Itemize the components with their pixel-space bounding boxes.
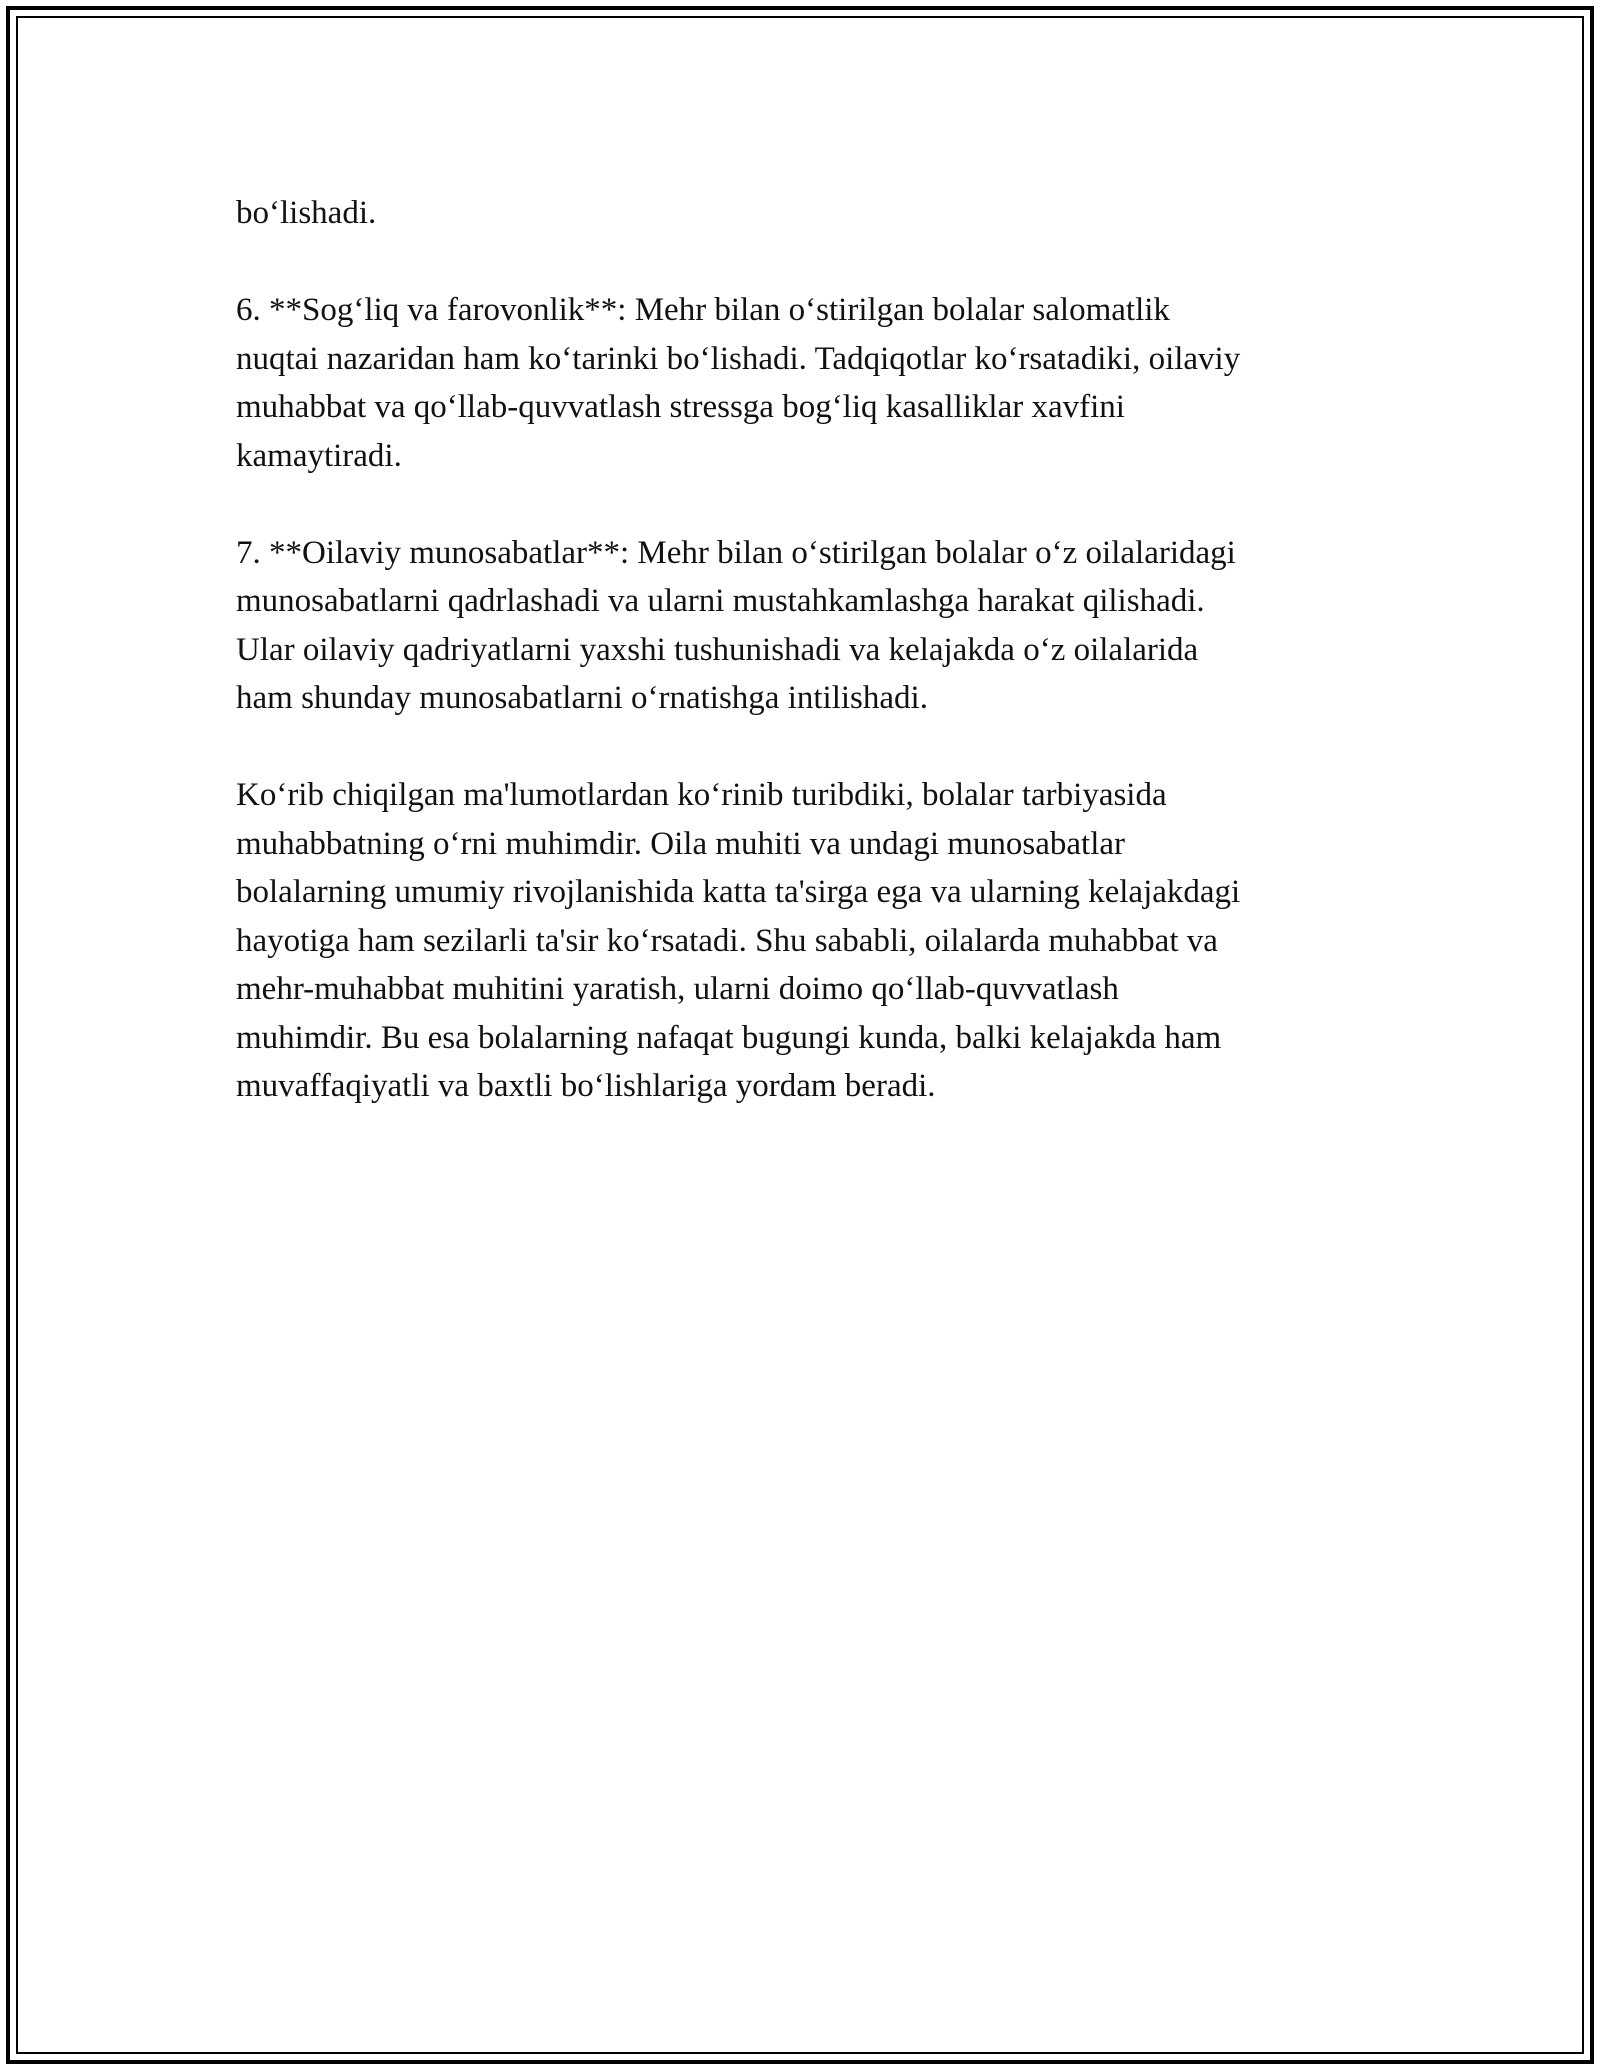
text-line: bolalarning umumiy rivojlanishida katta ta'sirga ega va ularning kelajakdagi — [236, 874, 1241, 910]
text-line: muhimdir. Bu esa bolalarning nafaqat bugungi kunda, balki kelajakda ham — [236, 1019, 1222, 1056]
text-line: 7. **Oilaviy munosabatlar**: Mehr bilan o‘stirilgan bolalar o‘z oilalaridagi — [236, 534, 1236, 571]
paragraph-conclusion — [236, 771, 1366, 1111]
text-line: munosabatlarni qadrlashadi va ularni mustahkamlashga harakat qilishadi. — [236, 583, 1205, 619]
text-line: 6. **Sog‘liq va farovonlik**: Mehr bilan o‘stirilgan bolalar salomatlik — [236, 292, 1170, 328]
text-line: muhabbat va qo‘llab-quvvatlash stressga bog‘liq kasalliklar xavfini — [236, 389, 1125, 425]
text-line: nuqtai nazaridan ham ko‘tarinki bo‘lishadi. Tadqiqotlar ko‘rsatadiki, oilaviy — [236, 340, 1241, 377]
text-line: ham shunday munosabatlarni o‘rnatishga intilishadi. — [236, 680, 928, 716]
document-body — [236, 189, 1366, 1159]
paragraph-item-7 — [236, 529, 1366, 723]
text-line: mehr-muhabbat muhitini yaratish, ularni doimo qo‘llab-quvvatlash — [236, 971, 1119, 1007]
paragraph-continuation — [236, 189, 1366, 238]
text-line: Ko‘rib chiqilgan ma'lumotlardan ko‘rinib turibdiki, bolalar tarbiyasida — [236, 777, 1167, 813]
text-line: muhabbatning o‘rni muhimdir. Oila muhiti va undagi munosabatlar — [236, 825, 1126, 862]
text-line: bo‘lishadi. — [236, 195, 377, 231]
text-line: muvaffaqiyatli va baxtli bo‘lishlariga yordam beradi. — [236, 1068, 936, 1104]
text-line: kamaytiradi. — [236, 437, 402, 474]
text-line: hayotiga ham sezilarli ta'sir ko‘rsatadi. Shu sababli, oilalarda muhabbat va — [236, 922, 1218, 959]
paragraph-item-6 — [236, 286, 1366, 480]
text-line: Ular oilaviy qadriyatlarni yaxshi tushunishadi va kelajakda o‘z oilalarida — [236, 631, 1199, 668]
